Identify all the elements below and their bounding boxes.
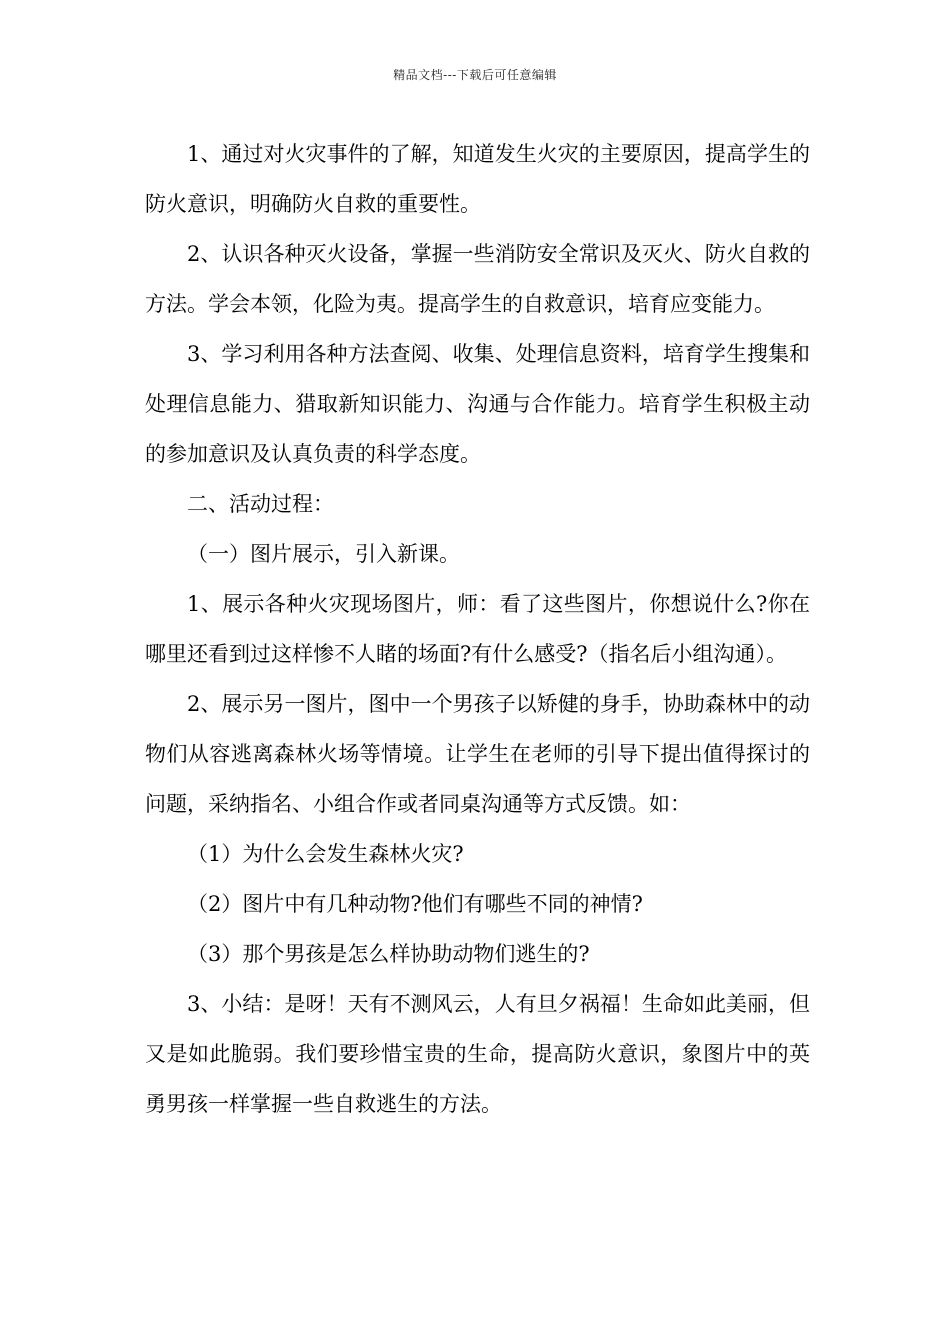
subsection-heading-picture-show: （一）图片展示，引入新课。 xyxy=(187,542,460,566)
paragraph-step-2: 2、展示另一图片，图中一个男孩子以矫健的身手，协助森林中的动物们从容逃离森林火场等情境。让学生在老师的引导下提出值得探讨的问题，采纳指名、小组合作或者同桌沟通等方式反馈。如： xyxy=(145,692,810,816)
paragraph-goal-3: 3、学习利用各种方法查阅、收集、处理信息资料，培育学生搜集和处理信息能力、猎取新知识能力、沟通与合作能力。培育学生积极主动的参加意识及认真负责的科学态度。 xyxy=(145,342,810,466)
question-3: （3）那个男孩是怎么样协助动物们逃生的? xyxy=(187,942,590,966)
paragraph-goal-1: 1、通过对火灾事件的了解，知道发生火灾的主要原因，提高学生的防火意识，明确防火自救的重要性。 xyxy=(145,142,810,216)
page-header: 精品文档---下载后可任意编辑 xyxy=(393,68,557,82)
paragraph-step-1: 1、展示各种火灾现场图片，师：看了这些图片，你想说什么?你在哪里还看到过这样惨不人睹的场面?有什么感受?（指名后小组沟通）。 xyxy=(145,592,810,666)
section-heading-activity-process: 二、活动过程： xyxy=(187,492,334,516)
document-body xyxy=(145,129,810,1129)
question-2: （2）图片中有几种动物?他们有哪些不同的神情? xyxy=(187,892,643,916)
paragraph-goal-2: 2、认识各种灭火设备，掌握一些消防安全常识及灭火、防火自救的方法。学会本领，化险为夷。提高学生的自救意识，培育应变能力。 xyxy=(145,242,810,316)
paragraph-step-3-summary: 3、小结：是呀！天有不测风云，人有旦夕祸福！生命如此美丽，但又是如此脆弱。我们要珍惜宝贵的生命，提高防火意识，象图片中的英勇男孩一样掌握一些自救逃生的方法。 xyxy=(145,992,810,1116)
question-1: （1）为什么会发生森林火灾? xyxy=(187,842,464,866)
